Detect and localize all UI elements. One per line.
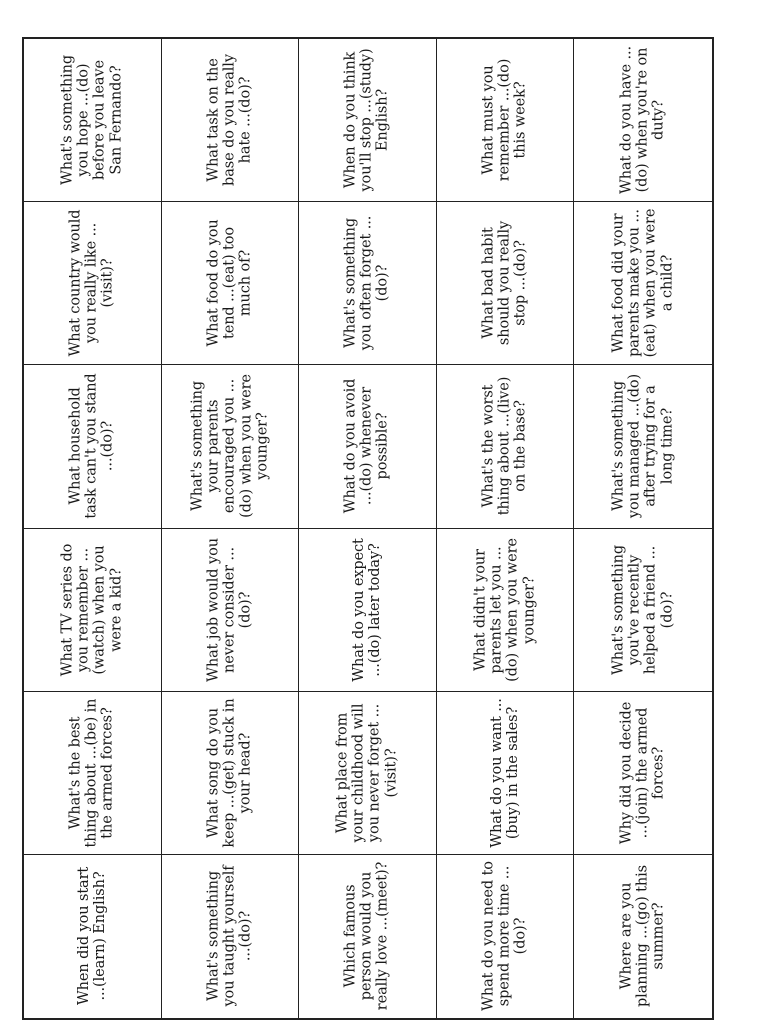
question-text: What do you expect ...(do) later today? <box>351 537 384 682</box>
question-card <box>574 692 712 855</box>
question-text: Which famous person would you really love ...(meet)? <box>343 862 392 1011</box>
question-card <box>24 529 162 692</box>
question-text: Where are you planning ...(go) this summer? <box>618 865 668 1008</box>
question-card <box>574 365 712 528</box>
question-text: What's the worst thing about ...(live) on the base? <box>480 377 530 516</box>
question-text: What's something you've recently helped a friend ...(do)? <box>610 544 676 675</box>
question-card <box>574 529 712 692</box>
question-card <box>574 855 712 1018</box>
question-text: When do you think you'll stop ...(study) English? <box>343 48 392 192</box>
question-card <box>437 202 575 365</box>
question-text: What didn't your parents let you ...(do) when you were younger? <box>472 537 538 682</box>
question-card <box>162 855 300 1018</box>
question-card <box>24 692 162 855</box>
question-card <box>162 202 300 365</box>
question-text: What food did your parents make you ...(eat) when you were a child? <box>610 208 676 358</box>
question-text: What TV series do you remember ...(watch) when you were a kid? <box>59 543 125 676</box>
question-card <box>299 365 437 528</box>
question-text: What food do you tend ...(eat) too much of? <box>205 219 255 347</box>
question-card <box>24 855 162 1018</box>
question-card <box>437 855 575 1018</box>
question-text: When did you start ...(learn) English? <box>76 867 109 1006</box>
question-card <box>299 202 437 365</box>
question-text: What do you need to spend more time ...(do)? <box>480 861 530 1012</box>
question-card <box>24 39 162 202</box>
question-text: What's something you hope ...(do) before you leave San Fernando? <box>59 55 125 186</box>
question-text: What's something you managed ...(do) after trying for a long time? <box>610 374 676 519</box>
question-card <box>162 529 300 692</box>
question-text: What task on the base do you really hate ...(do)? <box>205 54 255 187</box>
question-card <box>437 365 575 528</box>
question-text: What song do you keep ...(get) stuck in your head? <box>205 698 255 848</box>
question-card <box>162 365 300 528</box>
question-text: What's something you often forget ...(do)? <box>343 216 392 351</box>
question-card <box>299 529 437 692</box>
question-text: What do you avoid ...(do) whenever possible? <box>343 379 392 514</box>
question-card <box>162 39 300 202</box>
question-text: What must you remember ...(do) this week? <box>480 58 530 182</box>
question-text: What's something your parents encouraged you ...(do) when you were younger? <box>189 374 271 519</box>
question-text: What household task can't you stand ...(do)? <box>67 373 117 520</box>
question-card <box>24 365 162 528</box>
question-text: What place from your childhood will you never forget ...(visit)? <box>335 703 400 843</box>
question-card <box>574 202 712 365</box>
question-text: What country would you really like ...(visit)? <box>67 209 117 357</box>
question-card <box>437 529 575 692</box>
question-text: What bad habit should you really stop ...(do)? <box>480 221 530 346</box>
question-card <box>437 39 575 202</box>
question-card <box>437 692 575 855</box>
question-card <box>574 39 712 202</box>
question-text: What do you have ...(do) when you're on duty? <box>618 46 668 195</box>
question-card <box>299 855 437 1018</box>
question-text: What's something you taught yourself ...(do)? <box>205 865 255 1007</box>
question-card <box>299 39 437 202</box>
question-card-grid <box>22 37 714 1020</box>
question-card <box>24 202 162 365</box>
question-text: What's the best thing about ...(be) in the armed forces? <box>67 698 117 848</box>
question-card <box>299 692 437 855</box>
question-text: What job would you never consider ...(do)? <box>205 537 255 682</box>
question-text: What do you want ...(buy) in the sales? <box>488 698 522 848</box>
question-text: Why did you decide ...(join) the armed forces? <box>618 701 668 844</box>
question-card <box>162 692 300 855</box>
